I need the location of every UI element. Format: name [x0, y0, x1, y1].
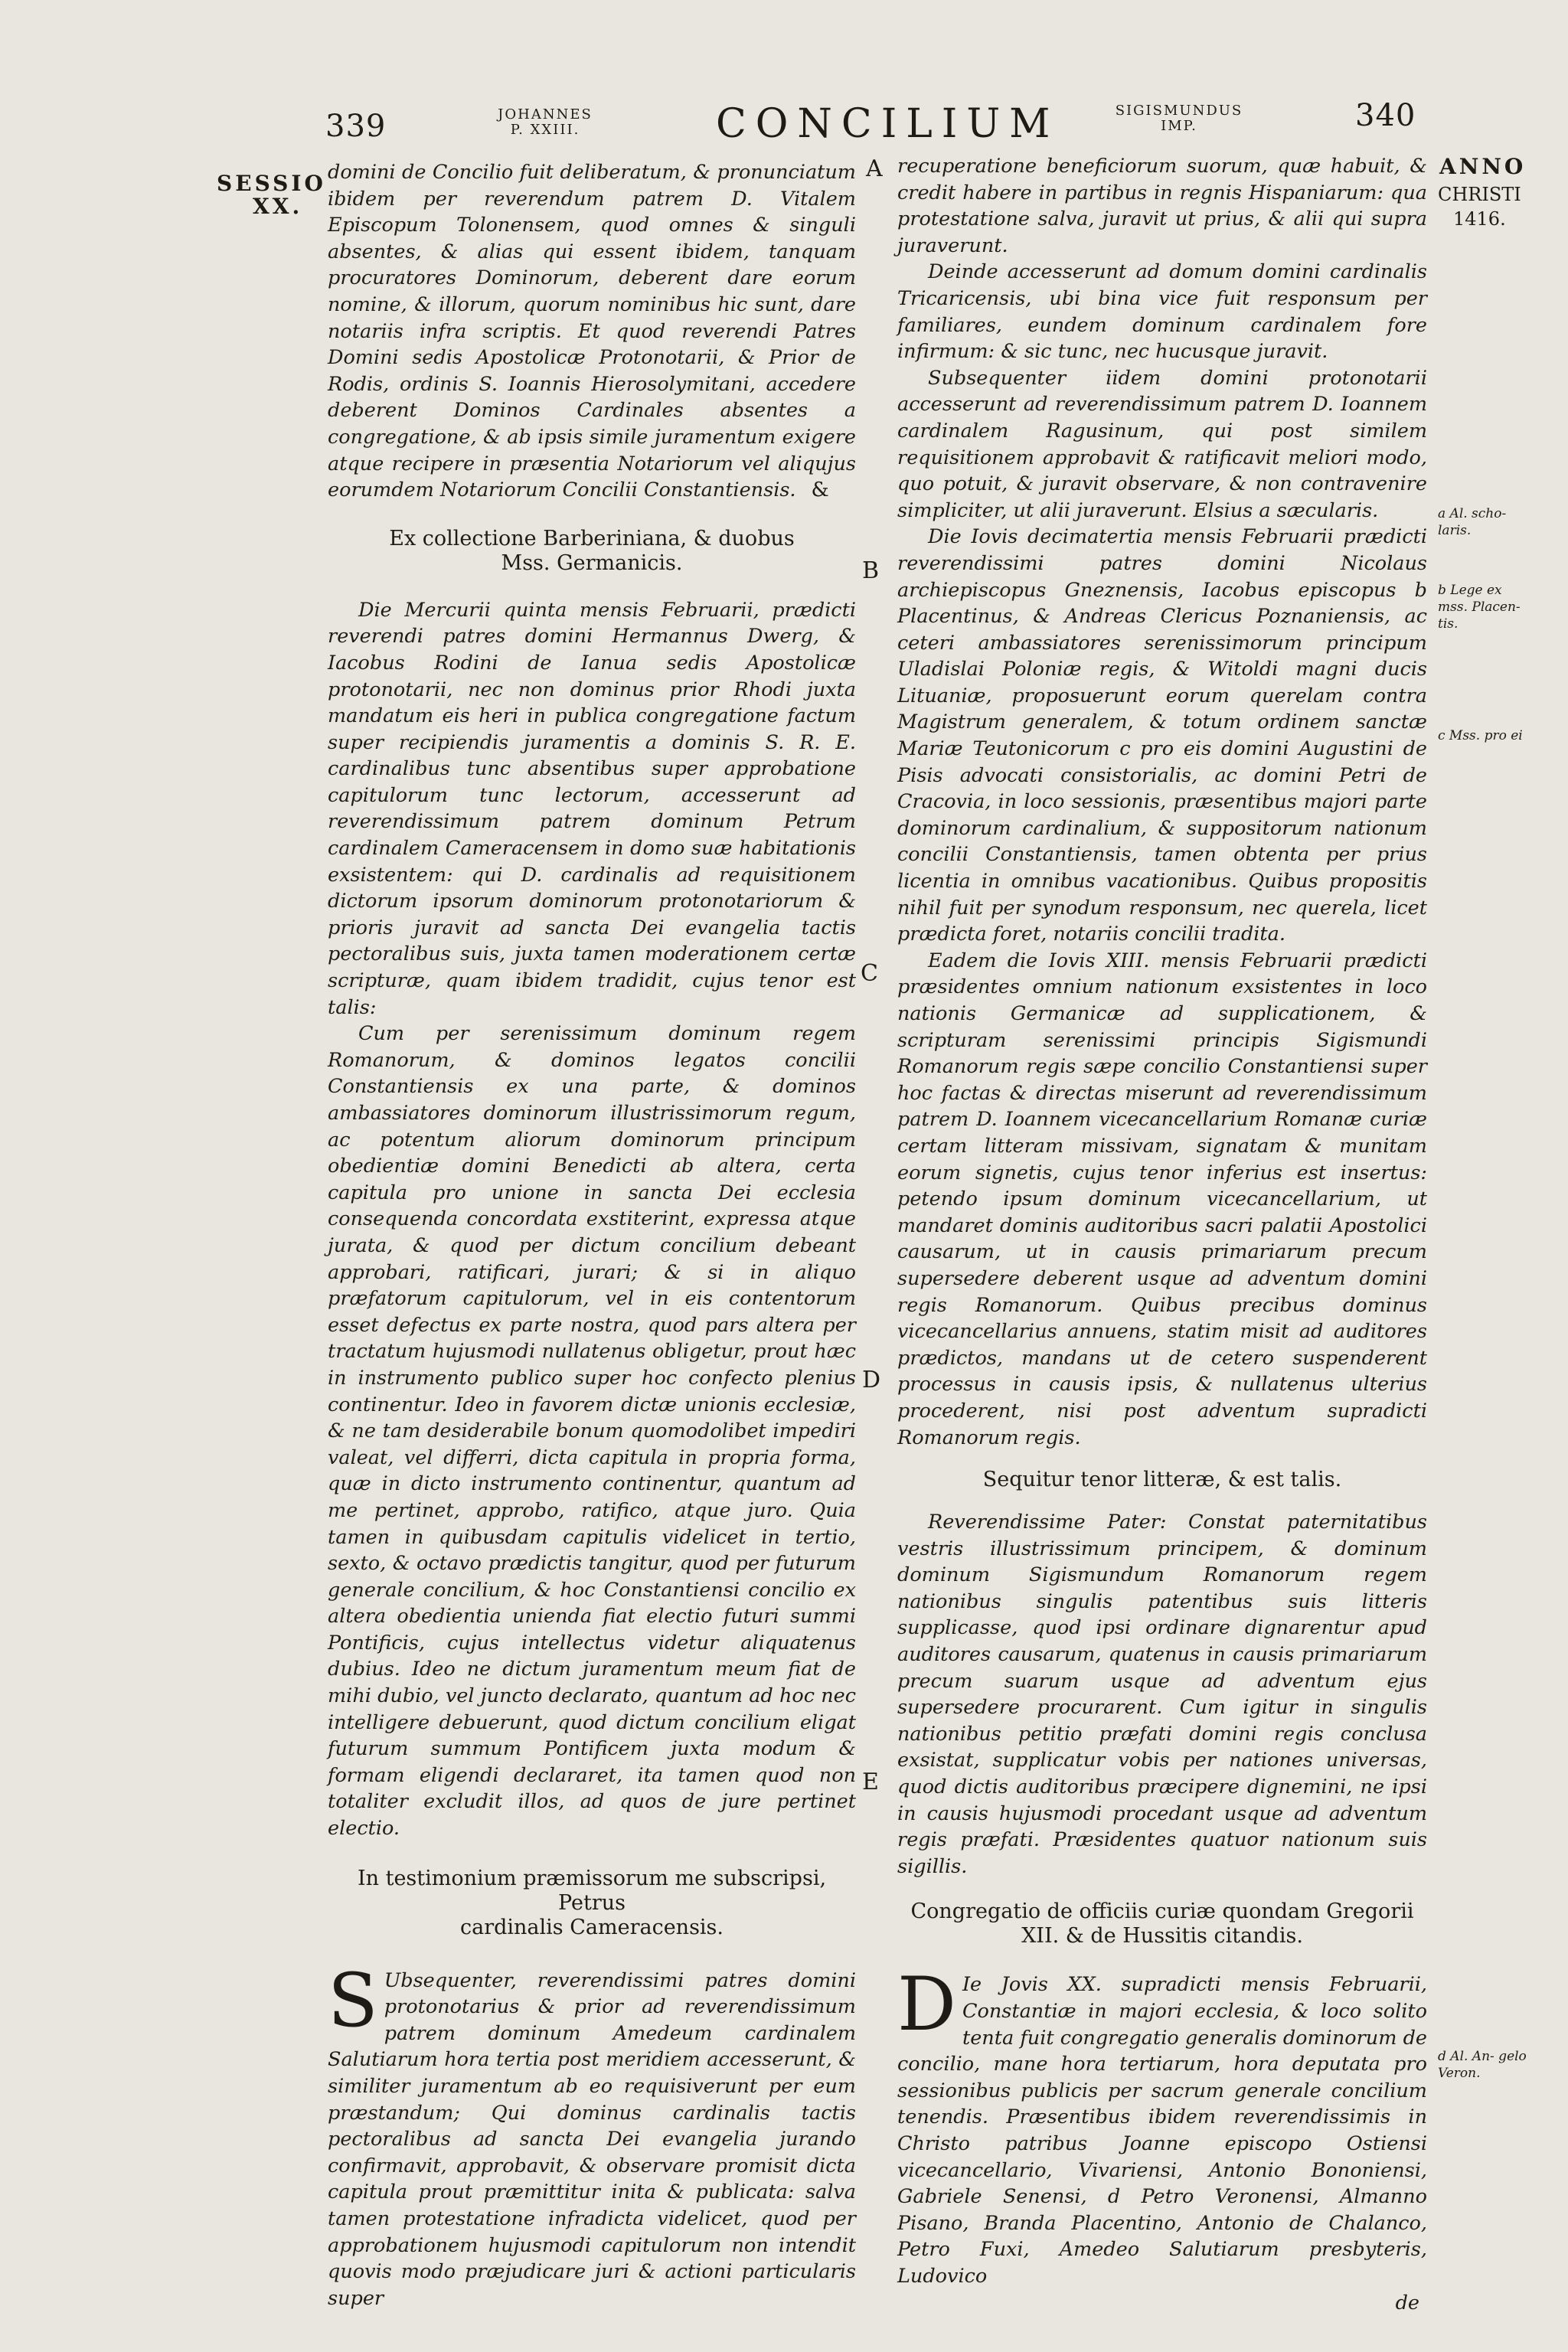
drop-cap-d: D: [897, 1962, 956, 2048]
section-letter-a: A: [866, 155, 883, 182]
right-running-head: [1102, 103, 1256, 134]
session-label: SESSIO: [217, 171, 326, 196]
right-column: [897, 153, 1427, 2316]
left-opening-paragraph: [328, 159, 856, 504]
heading-testimonium: [328, 1867, 856, 1940]
heading-congregatio: [897, 1900, 1427, 1949]
paragraph-subsequenter-text: Ubsequenter, reverendissimi patres domini protonotarius & prior ad reverendissimum patrem dominum Amedeum cardinalem Salutiarum hora tertia post meridiem accesserunt, & similiter juramentum ab eo requisiverunt per eum præstandum; Qui dominus cardinalis tactis pectoralibus ad sancta Dei evangelia jurando confirmavit, approbavit, & observare promisit dicta capitula prout præmittitur inita & publicata: salva tamen protestatione infradicta videlicet, quod per approbationem hujusmodi capitulorum non intendit quovis modo præjudicare juri & actioni particularis super: [328, 1968, 856, 2310]
footnote-c: c Mss. pro ei: [1438, 728, 1523, 743]
anno-label: ANNO: [1439, 154, 1527, 179]
footnote-d: d Al. An- gelo Veron.: [1438, 2049, 1527, 2081]
paragraph-eadem-die: Eadem die Iovis XIII. mensis Februarii prædicti præsidentes omnium nationum exsistentes in loco nationis Germanicæ ad supplicationem, & scripturam serenissimi principis Sigismundi Romanorum regis sæpe concilio Constantiensi super hoc factas & directas miserunt ad reverendissimum patrem D. Ioannem vicecancellarium Romanæ curiæ certam litteram missivam, signatam & munitam eorum signetis, cujus tenor inferius est insertus: petendo ipsum dominum vicecancellarium, ut mandaret dominis auditoribus sacri palatii Apostolici causarum, ut in causis primariarum precum supersedere deberent usque ad adventum domini regis Romanorum. Quibus precibus dominus vicecancellarius annuens, statim misit ad auditores prædictos, mandans ut de cetero suspenderent processus in causis ipsis, & nullatenus ulterius procederent, nisi post adventum supradicti Romanorum regis.: [897, 949, 1427, 1449]
running-emperor-title: IMP.: [1161, 118, 1197, 134]
heading-barberiniana: [328, 527, 856, 576]
heading-congregatio-line2: XII. & de Hussitis citandis.: [1021, 1924, 1303, 1949]
session-number: XX.: [253, 194, 303, 219]
paragraph-reverendissime: Reverendissime Pater: Constat paternitatibus vestris illustrissimum principem, & dominum dominum Sigismundum Romanorum regem nationibus singulis patentibus suis litteris supplicasse, quod ipsi ordinare dignarentur apud auditores causarum, quatenus in causis primariarum precum suarum usque ad adventum ejus supersedere procurarent. Cum igitur in singulis nationibus petitio præfati domini regis conclusa exsistat, supplicatur vobis per nationes universas, quod dictis auditoribus præcipere dignemini, ne ipsi in causis hujusmodi procedant usque ad adventum regis præfati. Præsidentes quatuor nationum suis sigillis.: [897, 1511, 1427, 1878]
section-mark: &: [811, 479, 829, 502]
heading-testimonium-line1: In testimonium præmissorum me subscripsi, Petrus: [357, 1866, 827, 1915]
catchword: de: [1395, 2291, 1419, 2314]
heading-barberiniana-line2: Mss. Germanicis.: [501, 550, 683, 575]
section-letter-d: D: [862, 1367, 881, 1393]
right-opening-paragraph: recuperatione beneficiorum suorum, quæ habuit, & credit habere in partibus in regnis Hispaniarum: qua protestatione salva, juravit ut prius, & alii qui supra juraverunt.: [897, 155, 1427, 257]
paragraph-subsequenter-iidem: Subsequenter iidem domini protonotarii accesserunt ad reverendissimum patrem D. Ioannem cardinalem Ragusinum, qui post similem requisitionem approbavit & ratificavit meliori modo, quo potuit, & juravit observare, & non contravenire simpliciter, ut alii juraverunt. Elsius a sæcularis.: [897, 366, 1427, 522]
left-running-head: [484, 107, 606, 138]
running-pope-number: P. XXIII.: [510, 122, 580, 138]
paragraph-die-iovis: Die Iovis decimatertia mensis Februarii prædicti reverendissimi patres domini Nicolaus archiepiscopus Gneznensis, Iacobus episcopus b Placentinus, & Andreas Clericus Poznaniensis, ac ceteri ambassiatores serenissimorum principum Uladislai Poloniæ regis, & Witoldi magni ducis Lituaniæ, proposuerunt eorum querelam contra Magistrum generalem, & totum ordinem sanctæ Mariæ Teutonicorum c pro eis domini Augustini de Pisis advocati consistorialis, ac domini Petri de Cracovia, in loco sessionis, præsentibus majori parte dominorum cardinalium, & suppositorum nationum concilii Constantiensis, tamen obtenta per prius licentia in omnibus vacationibus. Quibus propositis nihil fuit per synodum responsum, nec querela, licet prædicta foret, notariis concilii tradita.: [897, 525, 1427, 946]
heading-congregatio-line1: Congregatio de officiis curiæ quondam Gregorii: [910, 1900, 1414, 1924]
section-letter-e: E: [862, 1769, 879, 1795]
paragraph-cum-per: Cum per serenissimum dominum regem Romanorum, & dominos legatos concilii Constantiensis ex una parte, & dominos ambassiatores dominorum illustrissimorum regum, ac potentum aliorum dominorum principum obedientiæ domini Benedicti ab altera, certa capitula pro unione in sancta Dei ecclesia consequenda concordata exstiterint, expressa atque jurata, & quod per dictum concilium debeant approbari, ratificari, jurari; & si in aliquo præfatorum capitulorum, vel in eis contentorum esset defectus ex parte nostra, quod pars altera per tractatum hujusmodi nullatenus obligetur, prout hæc in instrumento publico super hoc confecto plenius continentur. Ideo in favorem dictæ unionis ecclesiæ, & ne tam desiderabile bonum quomodolibet impediri valeat, vel differri, dicta capitula in propria forma, quæ in dicto instrumento continentur, quantum ad me pertinet, approbo, ratifico, atque juro. Quia tamen in quibusdam capitulis videlicet in tertio, sexto, & octavo prædictis tangitur, quod per futurum generale concilium, & hoc Constantiensi concilio ex altera obedientia unienda fiat electio futuri summi Pontificis, cujus intellectus videtur aliquatenus dubius. Ideo ne dictum juramentum meum fiat de mihi dubio, vel juncto declarato, quantum ad hoc nec intelligere debuerunt, quod dictum concilium eligat futurum summum Pontificem juxta modum & formam eligendi declararet, ita tamen quod non totaliter excludit illos, ad quos de jure pertinet electio.: [328, 1022, 856, 1841]
left-column: [328, 159, 856, 2311]
running-emperor-name: SIGISMUNDUS: [1115, 103, 1243, 119]
year-label: 1416.: [1453, 208, 1506, 230]
paragraph-deinde: Deinde accesserunt ad domum domini cardinalis Tricaricensis, ubi bina vice fuit responsum per familiares, eundem dominum cardinalem fore infirmum: & sic tunc, nec hucusque juravit.: [897, 260, 1427, 364]
paragraph-die-jovis-xx-text: Ie Jovis XX. supradicti mensis Februarii, Constantiæ in majori ecclesia, & loco solito tenta fuit congregatio generalis dominorum de concilio, mane hora tertiarum, hora deputata pro sessionibus publicis per sacrum generale concilium tenendis. Præsentibus ibidem reverendissimis in Christo patribus Joanne episcopo Ostiensi vicecancellario, Vivariensi, Antonio Bononiensi, Gabriele Senensi, d Petro Veronensi, Almanno Pisano, Branda Placentino, Antonio de Chalanco, Petro Fuxi, Amedeo Salutiarum presbyteris, Ludovico: [897, 1973, 1427, 2288]
section-letter-c: C: [861, 960, 878, 987]
running-title: CONCILIUM: [716, 101, 1060, 147]
christi-label: CHRISTI: [1438, 184, 1521, 205]
heading-sequitur: Sequitur tenor litteræ, & est talis.: [982, 1468, 1342, 1492]
heading-testimonium-line2: cardinalis Cameracensis.: [460, 1915, 724, 1939]
paragraph-mercurii: Die Mercurii quinta mensis Februarii, prædicti reverendi patres domini Hermannus Dwerg, & Iacobus Rodini de Ianua sedis Apostolicæ protonotarii, nec non dominus prior Rhodi juxta mandatum eis heri in publica congregatione factum super recipiendis juramentis a dominis S. R. E. cardinalibus tunc absentibus super approbatione capitulorum tunc lectorum, accesserunt ad reverendissimum patrem dominum Petrum cardinalem Cameracensem in domo suæ habitationis exsistentem: qui D. cardinalis ad requisitionem dictorum ipsorum dominorum protonotariorum & prioris juravit ad sancta Dei evangelia tactis pectoralibus suis, juxta tamen moderationem certæ scripturæ, quam ibidem tradidit, cujus tenor est talis:: [328, 598, 856, 1019]
section-letter-b: B: [862, 557, 880, 584]
footnote-a: a Al. scho- laris.: [1438, 506, 1507, 538]
left-opening-text: domini de Concilio fuit deliberatum, & pronunciatum ibidem per reverendum patrem D. Vitalem Episcopum Tolonensem, quod omnes & singuli absentes, & alias qui essent ibidem, tanquam procuratores Dominorum, deberent dare eorum nomine, & illorum, quorum nominibus hic sunt, dare notariis infra scriptis. Et quod reverendi Patres Domini sedis Apostolicæ Protonotarii, & Prior de Rodis, ordinis S. Ioannis Hierosolymitani, accedere deberent Dominos Cardinales absentes a congregatione, & ab ipsis simile juramentum exigere atque recipere in præsentia Notariorum vel aliqujus eorumdem Notariorum Concilii Constantiensis.: [328, 161, 856, 502]
left-page-number: 339: [325, 109, 387, 144]
running-pope-name: JOHANNES: [498, 106, 593, 122]
drop-cap-s: S: [328, 1957, 378, 2043]
heading-barberiniana-line1: Ex collectione Barberiniana, & duobus: [389, 526, 795, 550]
footnote-b: b Lege ex mss. Placen- tis.: [1438, 583, 1521, 632]
paragraph-subsequenter: [328, 1957, 856, 2312]
paragraph-die-jovis-xx: [897, 1962, 1427, 2289]
right-page-number: 340: [1355, 98, 1416, 133]
